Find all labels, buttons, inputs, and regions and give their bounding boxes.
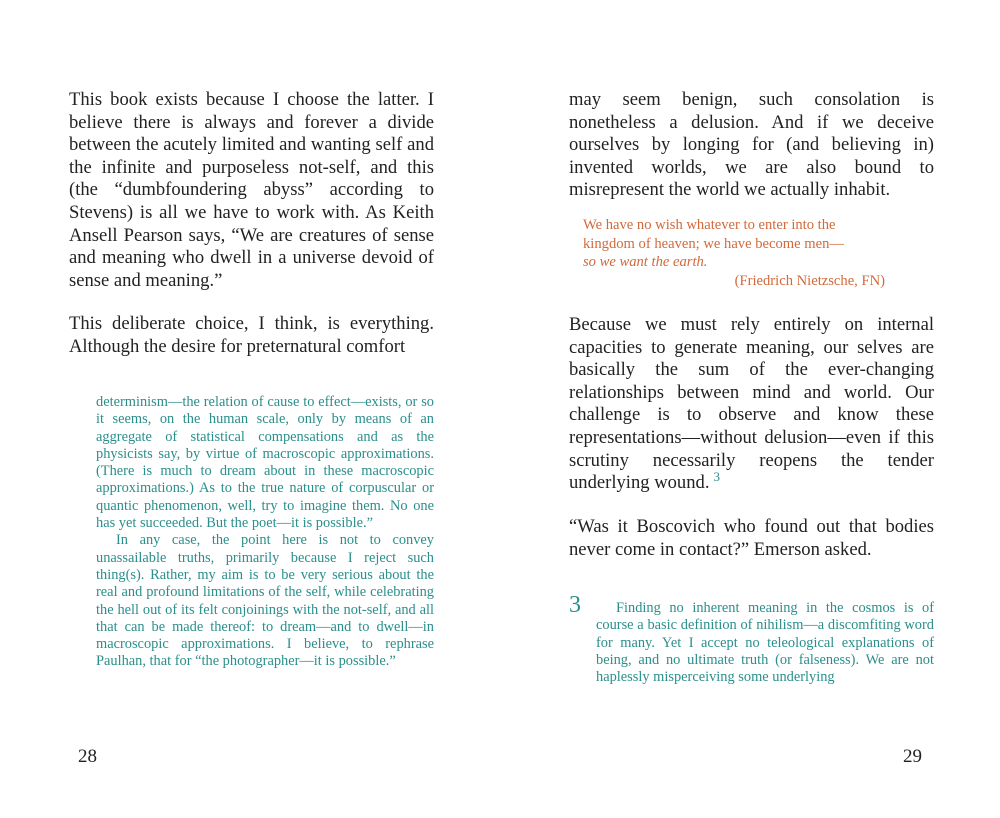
left-note-paragraph-2: In any case, the point here is not to convey unassailable truths, primarily because I reject such thing(s). Rather, my aim is to be very serious about the real and profound limitations of the self, while celebrating the hell out of its felt conjoinings with the not-self, and all that can be made thereof: to dream—and to dwell—in macroscopic approximations. I believe, to rephrase Paulhan, that for “the photographer—it is possible.” (96, 532, 434, 670)
right-body-paragraph-2-text: Because we must rely entirely on internal capacities to generate meaning, our selves are basically the sum of the ever-changing relationships between mind and world. Our challenge is to observe and know these representations—without delusion—even if this scrutiny necessarily reopens the tender underlying wound. (569, 314, 934, 494)
quote-line-3: so we want the earth. (583, 254, 708, 271)
right-body-paragraph-1: may seem benign, such consolation is nonetheless a delusion. And if we deceive ourselves by longing for (and believing in) invented worlds, we are also bound to misrepresent the world we actually inhabit. (569, 89, 934, 201)
left-body-paragraph-2: This deliberate choice, I think, is everything. Although the desire for preternatural comfort (69, 313, 434, 357)
footnote-paragraph: Finding no inherent meaning in the cosmos is of course a basic definition of nihilism—a discomfiting word for many. Yet I accept no teleological explanations of being, and no ultimate truth (or falseness). We are not haplessly misperceiving some underlying (596, 600, 934, 686)
right-body-paragraph-3: “Was it Boscovich who found out that bodies never come in contact?” Emerson asked. (569, 516, 934, 560)
footnote-text (596, 600, 934, 686)
quote-citation: (Friedrich Nietzsche, FN) (734, 272, 885, 289)
page-number-right: 29 (903, 746, 922, 767)
epigraph-quote (583, 216, 889, 290)
left-note-paragraph-1: determinism—the relation of cause to effect—exists, or so it seems, on the human scale, only by means of an aggregate of statistical compensations and as the physicists say, by virtue of macroscopic approximations. (There is much to dream about in these macroscopic approximations.) As to the true nature of corpuscular or quantic phenomenon, well, try to imagine them. No one has yet succeeded. But the poet—it is possible.” (96, 394, 434, 532)
right-body-paragraph-2 (569, 314, 934, 495)
page-number-left: 28 (78, 746, 97, 767)
right-page (500, 0, 1000, 818)
footnote-reference-3[interactable]: 3 (713, 468, 720, 484)
footnote-number: 3 (569, 592, 581, 618)
left-note-block (96, 394, 434, 671)
quote-line-2: kingdom of heaven; we have become men— (583, 235, 844, 252)
quote-line-1: We have no wish whatever to enter into the (583, 217, 836, 233)
left-body-paragraph-1: This book exists because I choose the latter. I believe there is always and forever a divide between the acutely limited and wanting self and the infinite and purposeless not-self, and this (the “dumbfoundering abyss” according to Stevens) is all we have to work with. As Keith Ansell Pearson says, “We are creatures of sense and meaning who dwell in a universe devoid of sense and meaning.” (69, 89, 434, 291)
